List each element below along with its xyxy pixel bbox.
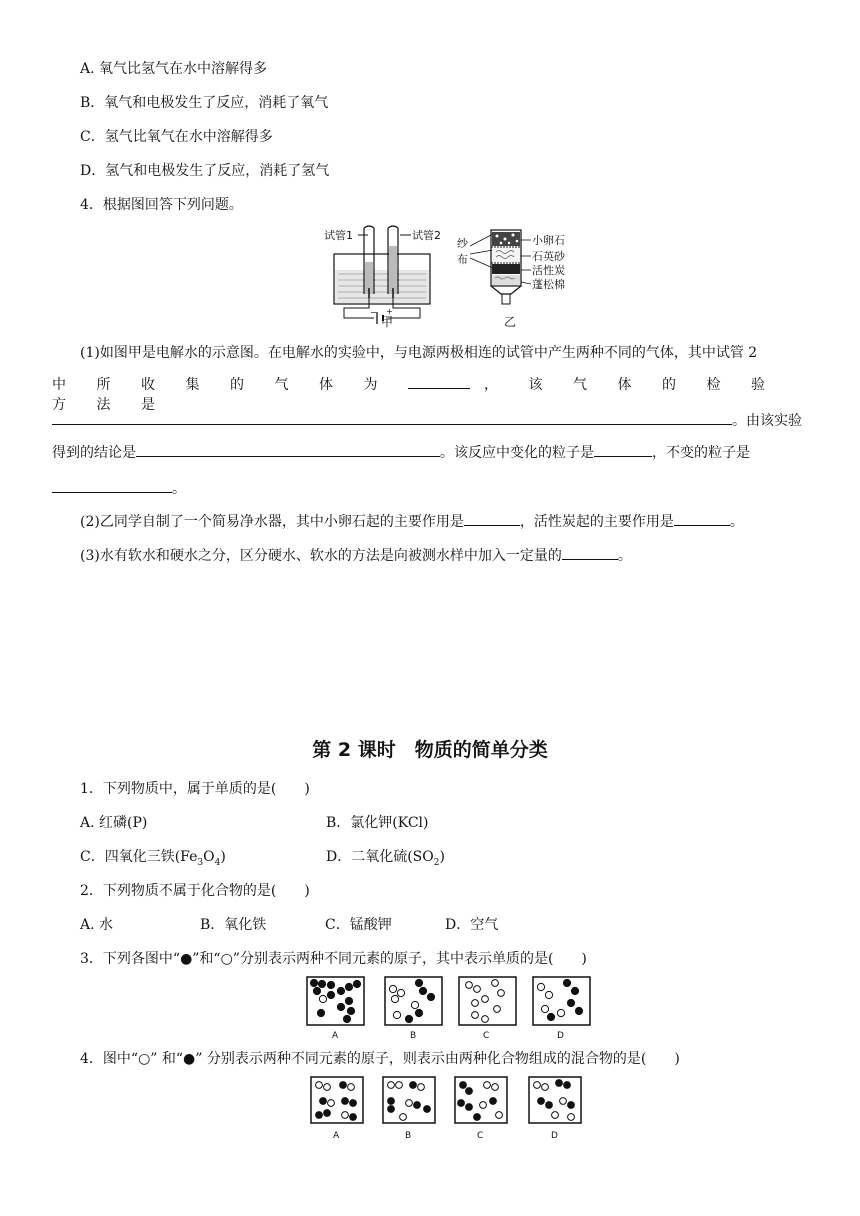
s2-q1-option-c [80, 847, 226, 873]
part-1-line-5-end: 。 [172, 481, 186, 497]
s2-question-3-stem: 3．下列各图中“●”和“○”分别表示两种不同元素的原子，其中表示单质的是( ) [80, 951, 587, 967]
part-1-line-3-end: 。由该实验 [732, 413, 802, 429]
s2-q1-c-text-mid: O [203, 849, 215, 865]
part-2-prompt-b: ，活性炭起的主要作用是 [519, 514, 674, 530]
option-b: B．氧气和电极发生了反应，消耗了氧气 [80, 95, 329, 111]
part-3-end: 。 [617, 548, 632, 564]
part-3 [80, 545, 632, 566]
section-title: 第 2 课时 物质的简单分类 [312, 739, 548, 761]
water-purifier-figure [455, 226, 573, 306]
option-a: A. 氧气比氢气在水中溶解得多 [80, 61, 268, 77]
part-2-end: 。 [729, 514, 744, 530]
answer-blank-reagent[interactable] [562, 545, 618, 560]
figure-jia-caption: 甲 [381, 315, 394, 329]
label-gauze-2: 布 [457, 253, 468, 266]
s2-q1-d-text-end: ) [439, 849, 445, 865]
answer-blank-unchanged-particle[interactable] [52, 478, 172, 493]
s2-q3-box-label-b: B [410, 1031, 417, 1041]
s2-question-1-stem: 1．下列物质中，属于单质的是( ) [80, 781, 310, 797]
s2-question-2-stem: 2．下列物质不属于化合物的是( ) [80, 883, 310, 899]
s2-q1-option-a: A. 红磷(P) [80, 815, 148, 831]
answer-blank-changed-particle[interactable] [594, 442, 652, 457]
svg-text:+: + [386, 307, 393, 316]
s2-q3-box-label-c: C [483, 1031, 490, 1041]
part-2-prompt-a: (2)乙同学自制了一个简易净水器，其中小卵石起的主要作用是 [80, 514, 464, 530]
label-pebble: 小卵石 [532, 234, 565, 247]
label-tube-2: 试管2 [412, 229, 441, 242]
s2-q1-d-text: D．二氧化硫(SO [326, 849, 434, 865]
part-2 [80, 511, 744, 532]
part-1-line-4 [52, 442, 808, 463]
label-gauze-1: 纱 [457, 237, 468, 250]
s2-q1-c-sub-1: 3 [197, 857, 204, 868]
answer-blank-carbon-role[interactable] [674, 511, 730, 526]
label-tube-1: 试管1 [324, 229, 353, 242]
s2-q1-option-b: B．氯化钾(KCl) [326, 815, 429, 831]
s2-q2-option-b: B．氧化铁 [200, 917, 267, 933]
part-1-line-3 [52, 410, 808, 431]
s2-q4-particle-diagrams [309, 1075, 595, 1145]
s2-q2-option-a: A. 水 [80, 917, 114, 933]
answer-blank-pebble-role[interactable] [464, 511, 520, 526]
part-1-line-5 [52, 478, 808, 499]
s2-q4-box-label-a: A [333, 1131, 340, 1141]
s2-q1-c-text-end: ) [220, 849, 226, 865]
s2-q3-box-label-d: D [557, 1031, 564, 1041]
s2-q4-box-label-c: C [477, 1131, 484, 1141]
s2-q1-option-d [326, 847, 445, 873]
part-3-prompt: (3)水有软水和硬水之分，区分硬水、软水的方法是向被测水样中加入一定量的 [80, 548, 562, 564]
answer-blank-test-method[interactable] [52, 410, 732, 425]
option-c: C．氢气比氧气在水中溶解得多 [80, 129, 273, 145]
svg-text:−: − [370, 308, 377, 317]
s2-q2-option-c: C．锰酸钾 [325, 917, 392, 933]
s2-q3-particle-diagrams [305, 975, 595, 1045]
label-cotton: 蓬松棉 [532, 278, 565, 291]
s2-q3-box-label-a: A [332, 1031, 339, 1041]
s2-q4-box-label-d: D [551, 1131, 558, 1141]
answer-blank-conclusion[interactable] [136, 442, 440, 457]
s2-q1-d-sub: 2 [433, 857, 440, 868]
s2-q1-c-text: C．四氧化三铁(Fe [80, 849, 198, 865]
label-quartz-sand: 石英砂 [532, 250, 565, 263]
part-1-line-2 [52, 374, 808, 415]
s2-q4-box-label-b: B [405, 1131, 412, 1141]
part-1-conclusion-prompt: 得到的结论是 [52, 445, 136, 461]
part-1-unchanged-prompt: ，不变的粒子是 [652, 445, 750, 461]
option-d: D．氢气和电极发生了反应，消耗了氢气 [80, 163, 330, 179]
s2-question-4-stem: 4．图中“○” 和“●” 分别表示两种不同元素的原子，则表示由两种化合物组成的混合物的是( ) [80, 1051, 680, 1067]
s2-q1-c-sub-2: 4 [214, 857, 221, 868]
part-1-changed-prompt: 。该反应中变化的粒子是 [440, 445, 594, 461]
label-activated-carbon: 活性炭 [532, 264, 565, 277]
figure-yi-caption: 乙 [504, 315, 517, 329]
s2-q2-option-d: D．空气 [445, 917, 499, 933]
part-1-line-1: (1)如图甲是电解水的示意图。在电解水的实验中，与电源两极相连的试管中产生两种不同的气体，其中试管 2 [80, 345, 758, 361]
part-1-gas-prompt: 中所收集的气体为 [52, 377, 408, 393]
question-4-stem: 4．根据图回答下列问题。 [80, 197, 243, 213]
answer-blank-gas[interactable] [408, 374, 470, 389]
part-1-test-prompt: ，该气体的检验方法是 [52, 377, 796, 413]
